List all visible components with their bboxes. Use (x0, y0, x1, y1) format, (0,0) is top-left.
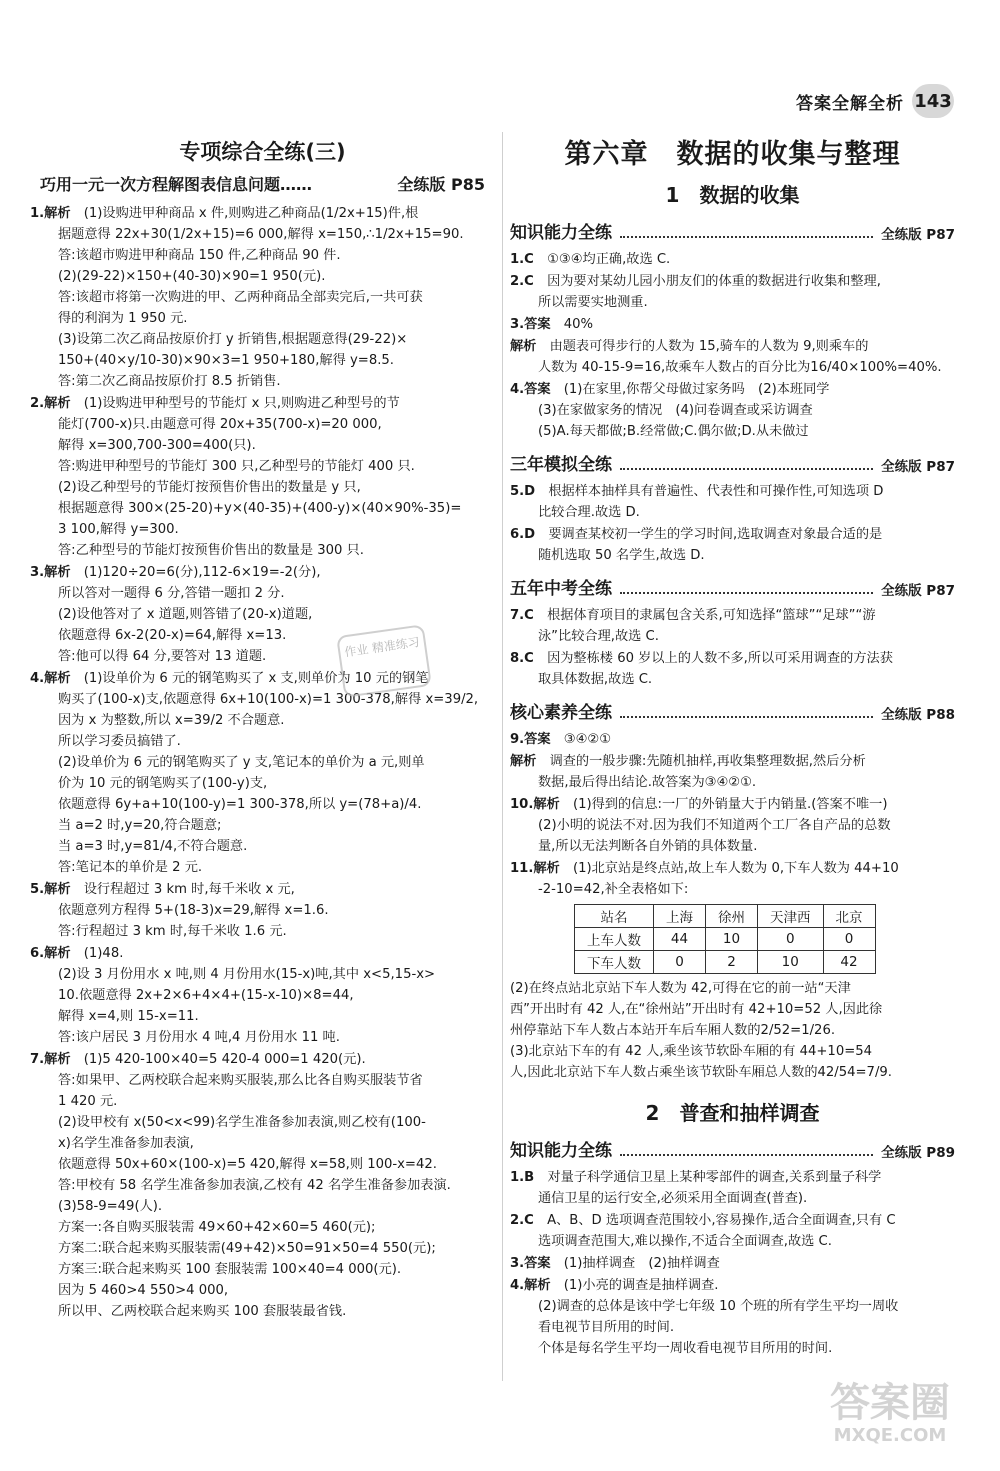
answer-line: 州停靠站下车人数占本站开车后车厢人数的2/52=1/26. (510, 1023, 836, 1038)
answer-text: 依题意列方程得 5+(18-3)x=29,解得 x=1.6. (58, 903, 329, 918)
answer-text: 依题意得 6x-2(20-x)=64,解得 x=13. (58, 628, 287, 643)
answer-text: 选项调查范围大,难以操作,不适合全面调查,故选 C. (538, 1234, 832, 1249)
answer-label: 4.解析 (510, 1278, 551, 1293)
answer-text: 要调查某校初一学生的学习时间,选取调查对象最合适的是 (548, 527, 883, 542)
answer-entry (510, 729, 955, 750)
answer-line (30, 731, 495, 752)
answer-text: 据题意得 22x+30(1/2x+15)=6 000,解得 x=150,∴1/2x+15=90. (58, 227, 464, 242)
answer-text: 解得 x=4,则 15-x=11. (58, 1009, 199, 1024)
answer-text: (1)设单价为 6 元的钢笔购买了 x 支,则单价为 10 元的钢笔 (83, 671, 429, 686)
answer-text: (1)北京站是终点站,故上车人数为 0,下车人数为 44+10 (572, 861, 899, 876)
answer-text: 设行程超过 3 km 时,每千米收 x 元, (83, 882, 295, 897)
answer-line (30, 1049, 495, 1070)
answer-text: 根据体育项目的隶属包含关系,可知选择“篮球”“足球”“游 (547, 608, 876, 623)
answer-label: 1.C (510, 252, 534, 267)
dotted-leader (620, 236, 873, 238)
answer-text: (1)120÷20=6(分),112-6×19=-2(分), (83, 565, 321, 580)
answer-text: 答:乙种型号的节能灯按预售价售出的数量是 300 只. (58, 543, 364, 558)
answer-entry (510, 751, 955, 793)
answer-line (510, 357, 955, 378)
answer-text: 答:购进甲种型号的节能灯 300 只,乙种型号的节能灯 400 只. (58, 459, 415, 474)
table-row (575, 951, 876, 974)
answer-line (30, 689, 495, 710)
answer-text: 3 100,解得 y=300. (58, 522, 179, 537)
block-heading-ref: 全练版 P87 (881, 227, 955, 243)
answer-text: (5)A.每天都做;B.经常做;C.偶尔做;D.从未做过 (538, 424, 809, 439)
answer-entry (510, 1275, 955, 1359)
answer-label: 3.解析 (30, 565, 71, 580)
watermark-logo-text: 答案圈 (830, 1380, 950, 1426)
dotted-leader (620, 1154, 873, 1156)
answer-line (510, 1167, 955, 1188)
answer-text: 调查的一般步骤:先随机抽样,再收集整理数据,然后分析 (549, 754, 866, 769)
answer-label: 1.B (510, 1170, 535, 1185)
answer-label: 5.D (510, 484, 536, 499)
watermark-url: MXQE.COM (833, 1425, 947, 1446)
answer-line (30, 1006, 495, 1027)
answer-line (510, 1210, 955, 1231)
answer-line (510, 1275, 955, 1296)
answer-line (510, 858, 955, 879)
answer-line (30, 540, 495, 561)
answer-line (30, 498, 495, 519)
answer-line (30, 1091, 495, 1112)
answer-line (30, 943, 495, 964)
table-header-cell: 天津西 (758, 905, 824, 928)
answer-line (510, 1296, 955, 1317)
answer-entry (510, 1210, 955, 1252)
answer-line (30, 329, 495, 350)
answer-entry (510, 1253, 955, 1274)
answer-text: 150+(40×y/10-30)×90×3=1 950+180,解得 y=8.5. (58, 353, 394, 368)
answer-line (510, 1231, 955, 1252)
table-cell: 0 (758, 928, 824, 951)
answer-line (30, 1112, 495, 1133)
answer-text: 对量子科学通信卫星上某种零部件的调查,关系到量子科学 (547, 1170, 882, 1185)
answer-line (30, 879, 495, 900)
answer-text: 因为 x 为整数,所以 x=39/2 不合题意. (58, 713, 285, 728)
answer-line (510, 626, 955, 647)
answer-label: 3.答案 (510, 317, 551, 332)
block-heading-knowledge-2 (510, 1136, 955, 1161)
answer-line (510, 379, 955, 400)
answer-text: 取具体数据,故选 C. (538, 672, 653, 687)
answer-line (510, 481, 955, 502)
answer-text: 因为 5 460>4 550>4 000, (58, 1283, 229, 1298)
answer-entry (510, 1167, 955, 1209)
answer-text: A、B、D 选项调查范围较小,容易操作,适合全面调查,只有 C (547, 1213, 896, 1228)
answer-line (30, 1175, 495, 1196)
answer-line (30, 1027, 495, 1048)
answer-text: (2)设甲校有 x(50<x<99)名学生准备参加表演,则乙校有(100- (58, 1115, 426, 1130)
table-cell: 0 (823, 928, 875, 951)
block-heading-name: 五年中考全练 (510, 579, 612, 599)
table-cell: 44 (654, 928, 706, 951)
answer-text: 能灯(700-x)只.由题意可得 20x+35(700-x)=20 000, (58, 417, 382, 432)
answer-text: 数据,最后得出结论.故答案为③④②①. (538, 775, 757, 790)
answer-label: 解析 (510, 339, 537, 354)
answer-text: (2)设乙种型号的节能灯按预售价售出的数量是 y 只, (58, 480, 361, 495)
answer-line (30, 836, 495, 857)
dotted-leader (620, 468, 873, 470)
answer-line (30, 1070, 495, 1091)
answer-line: 人,因此北京站下车人数占乘坐该节软卧车厢总人数的42/54=7/9. (510, 1065, 892, 1080)
answer-text: 答:行程超过 3 km 时,每千米收 1.6 元. (58, 924, 287, 939)
homework-stamp: 作业 精准练习 (336, 624, 432, 698)
answer-line (510, 605, 955, 626)
answer-line (30, 900, 495, 921)
chapter-title: 第六章 数据的收集与整理 (564, 139, 901, 170)
table-followup-text (510, 978, 955, 1083)
answer-entry (510, 794, 955, 857)
answer-label: 5.解析 (30, 882, 71, 897)
answer-text: 因为要对某幼儿园小朋友们的体重的数据进行收集和整理, (547, 274, 881, 289)
answer-text: ①③④均正确,故选 C. (547, 252, 671, 267)
answer-text: 答:该户居民 3 月份用水 4 吨,4 月份用水 11 吨. (58, 1030, 340, 1045)
answer-line (510, 1253, 955, 1274)
answer-line (510, 545, 955, 566)
answer-block-knowledge-2 (510, 1167, 955, 1359)
answer-line (510, 879, 955, 900)
answer-line (30, 456, 495, 477)
answer-text: 1 420 元. (58, 1094, 118, 1109)
answer-text: (1)得到的信息:一厂的外销量大于内销量.(答案不唯一) (572, 797, 888, 812)
answer-line (30, 1154, 495, 1175)
answer-label: 11.解析 (510, 861, 560, 876)
answer-label: 3.答案 (510, 1256, 551, 1271)
answer-line (30, 1217, 495, 1238)
answer-text: 40% (563, 317, 594, 332)
answer-label: 2.C (510, 1213, 534, 1228)
station-table (574, 904, 876, 974)
table-header-row (575, 905, 876, 928)
answer-entry (510, 524, 955, 566)
answer-label: 10.解析 (510, 797, 560, 812)
answer-line (510, 729, 955, 750)
answer-block-core (510, 729, 955, 900)
answer-line: (2)在终点站北京站下车人数为 42,可得在它的前一站“天津 (510, 981, 851, 996)
lesson-title-2: 2 普查和抽样调查 (645, 1101, 820, 1125)
answer-text: (2)小明的说法不对.因为我们不知道两个工厂各自产品的总数 (538, 818, 891, 833)
answer-line (30, 1280, 495, 1301)
block-heading-name: 三年模拟全练 (510, 455, 612, 475)
answer-text: 看电视节目所用的时间. (538, 1320, 675, 1335)
answer-label: 1.解析 (30, 206, 71, 221)
table-cell: 上车人数 (575, 928, 654, 951)
answer-text: 根据样本抽样具有普遍性、代表性和可操作性,可知选项 D (548, 484, 884, 499)
answer-line (510, 336, 955, 357)
answer-entry (30, 879, 495, 942)
section-subtitle (30, 172, 495, 195)
answer-block-five-year (510, 605, 955, 690)
answer-text: 所以学习委员搞错了. (58, 734, 181, 749)
block-heading-five-year (510, 574, 955, 599)
answer-line (30, 477, 495, 498)
answer-line (510, 751, 955, 772)
right-column (510, 128, 955, 1431)
answer-entry (510, 858, 955, 900)
answer-line (30, 245, 495, 266)
dotted-leader (620, 716, 873, 718)
answer-line (30, 857, 495, 878)
answer-entry (30, 393, 495, 561)
answer-line (30, 752, 495, 773)
answer-text: (3)58-9=49(人). (58, 1199, 163, 1214)
answer-line (30, 224, 495, 245)
answer-line (30, 287, 495, 308)
answer-line (510, 271, 955, 292)
answer-line (510, 1188, 955, 1209)
answer-line (30, 414, 495, 435)
answer-line (30, 371, 495, 392)
answer-text: ③④②① (563, 732, 612, 747)
answer-line (510, 502, 955, 523)
answer-text: (1)小亮的调查是抽样调查. (563, 1278, 719, 1293)
answer-line (510, 314, 955, 335)
table-cell: 10 (706, 928, 758, 951)
answer-text: 随机选取 50 名学生,故选 D. (538, 548, 705, 563)
answer-text: 答:该超市将第一次购进的甲、乙两种商品全部卖完后,一共可获 (58, 290, 423, 305)
answer-line: 西”开出时有 42 人,在“徐州站”开出时有 42+10=52 人,因此徐 (510, 1002, 883, 1017)
answer-text: 答:该超市购进甲种商品 150 件,乙种商品 90 件. (58, 248, 341, 263)
answer-text: 通信卫星的运行安全,必须采用全面调查(普查). (538, 1191, 808, 1206)
answer-line (30, 203, 495, 224)
answer-line (30, 1133, 495, 1154)
answer-label: 7.C (510, 608, 534, 623)
answer-text: x)名学生准备参加表演, (58, 1136, 194, 1151)
answer-line (30, 964, 495, 985)
site-watermark (800, 1381, 980, 1451)
answer-text: 由题表可得步行的人数为 15,骑车的人数为 9,则乘车的 (549, 339, 869, 354)
answer-text: (3)设第二次乙商品按原价打 y 折销售,根据题意得(29-22)× (58, 332, 408, 347)
answer-line (510, 815, 955, 836)
answer-text: 答:甲校有 58 名学生准备参加表演,乙校有 42 名学生准备参加表演. (58, 1178, 451, 1193)
answer-text: 个体是每名学生平均一周收看电视节目所用的时间. (538, 1341, 833, 1356)
answer-line (510, 772, 955, 793)
table-cell: 10 (758, 951, 824, 974)
answer-text: 量,所以无法判断各自外销的具体数量. (538, 839, 758, 854)
answer-text: (1)抽样调查 (2)抽样调查 (563, 1256, 720, 1271)
answer-entry (510, 271, 955, 313)
block-heading-ref: 全练版 P88 (881, 707, 955, 723)
answer-line (510, 648, 955, 669)
block-heading-core (510, 698, 955, 723)
answer-text: (2)调查的总体是该中学七年级 10 个班的所有学生平均一周收 (538, 1299, 899, 1314)
table-cell: 下车人数 (575, 951, 654, 974)
answer-entry (510, 336, 955, 378)
answer-text: (1)设购进甲种型号的节能灯 x 只,则购进乙种型号的节 (83, 396, 400, 411)
answer-text: 价为 10 元的钢笔购买了(100-y)支, (58, 776, 268, 791)
answer-text: 比较合理.故选 D. (538, 505, 640, 520)
answer-line (30, 308, 495, 329)
answer-label: 6.解析 (30, 946, 71, 961)
answer-text: 购买了(100-x)支,依题意得 6x+10(100-x)=1 300-378,解得 x=39/2, (58, 692, 479, 707)
answer-line (510, 794, 955, 815)
answer-line (30, 815, 495, 836)
answer-text: (2)设单价为 6 元的钢笔购买了 y 支,笔记本的单价为 a 元,则单 (58, 755, 425, 770)
table-cell: 0 (654, 951, 706, 974)
answer-text: 方案三:联合起来购买 100 套服装需 100×40=4 000(元). (58, 1262, 402, 1277)
answer-block-knowledge (510, 249, 955, 442)
answer-text: (1)48. (83, 946, 124, 961)
block-heading-ref: 全练版 P89 (881, 1145, 955, 1161)
block-heading-ref: 全练版 P87 (881, 583, 955, 599)
answer-text: 答:他可以得 64 分,要答对 13 道题. (58, 649, 267, 664)
answer-line (30, 519, 495, 540)
answer-line (30, 1259, 495, 1280)
lesson-title-1: 1 数据的收集 (665, 183, 800, 207)
answer-label: 解析 (510, 754, 537, 769)
answer-text: -2-10=42,补全表格如下: (538, 882, 689, 897)
answer-text: 答:如果甲、乙两校联合起来购买服装,那么比各自购买服装节省 (58, 1073, 423, 1088)
answer-label: 8.C (510, 651, 534, 666)
answer-line (30, 1238, 495, 1259)
column-divider (502, 132, 503, 1381)
answer-entry (510, 648, 955, 690)
answer-line (510, 1317, 955, 1338)
table-row (575, 928, 876, 951)
answer-text: (2)(29-22)×150+(40-30)×90=1 950(元). (58, 269, 326, 284)
answer-text: 依题意得 6y+a+10(100-y)=1 300-378,所以 y=(78+a)/4. (58, 797, 422, 812)
answer-line (30, 1196, 495, 1217)
answer-entry (510, 605, 955, 647)
table-cell: 2 (706, 951, 758, 974)
answer-line (30, 1301, 495, 1322)
answer-entry (30, 943, 495, 1048)
answer-text: 所以甲、乙两校联合起来购买 100 套服装最省钱. (58, 1304, 347, 1319)
answer-text: 方案二:联合起来购买服装需(49+42)×50=91×50=4 550(元); (58, 1241, 436, 1256)
answer-label: 2.解析 (30, 396, 71, 411)
answer-text: 答:笔记本的单价是 2 元. (58, 860, 203, 875)
answer-block-three-year (510, 481, 955, 566)
answer-line (510, 524, 955, 545)
answer-label: 4.答案 (510, 382, 551, 397)
answer-entry (30, 203, 495, 392)
answer-line (30, 393, 495, 414)
block-heading-three-year (510, 450, 955, 475)
answer-line (30, 435, 495, 456)
answer-line (510, 292, 955, 313)
table-header-cell: 站名 (575, 905, 654, 928)
answer-label: 9.答案 (510, 732, 551, 747)
answer-text: (2)设他答对了 x 道题,则答错了(20-x)道题, (58, 607, 313, 622)
block-heading-name: 知识能力全练 (510, 1141, 612, 1161)
answer-entry (510, 481, 955, 523)
answer-text: (1)5 420-100×40=5 420-4 000=1 420(元). (83, 1052, 366, 1067)
table-header-cell: 上海 (654, 905, 706, 928)
answer-line (30, 583, 495, 604)
block-heading-name: 知识能力全练 (510, 223, 612, 243)
answer-line (510, 421, 955, 442)
section-title: 专项综合全练(三) (179, 140, 346, 164)
header-title: 答案全解全析 (796, 93, 904, 114)
answer-text: 答:第二次乙商品按原价打 8.5 折销售. (58, 374, 281, 389)
answer-line (510, 400, 955, 421)
answer-text: 泳”比较合理,故选 C. (538, 629, 659, 644)
answer-text: 10.依题意得 2x+2×6+4×4+(15-x-10)×8=44, (58, 988, 354, 1003)
answer-line (30, 562, 495, 583)
page-number: 143 (912, 84, 954, 118)
answer-entry (510, 314, 955, 335)
answer-text: (1)在家里,你帮父母做过家务吗 (2)本班同学 (563, 382, 830, 397)
table-cell: 42 (823, 951, 875, 974)
dotted-leader (620, 592, 873, 594)
answer-text: (3)在家做家务的情况 (4)问卷调查或采访调查 (538, 403, 813, 418)
answer-text: (2)设 3 月份用水 x 吨,则 4 月份用水(15-x)吨,其中 x<5,15-x> (58, 967, 436, 982)
section-subtitle-text: 巧用一元一次方程解图表信息问题…… (40, 175, 313, 194)
answer-text: 因为整栋楼 60 岁以上的人数不多,所以可采用调查的方法获 (547, 651, 893, 666)
answer-label: 6.D (510, 527, 536, 542)
block-heading-name: 核心素养全练 (510, 703, 612, 723)
answer-entry (30, 668, 495, 878)
answer-text: 所以答对一题得 6 分,答错一题扣 2 分. (58, 586, 285, 601)
answer-text: 根据题意得 300×(25-20)+y×(40-35)+(400-y)×(40×90%-35)= (58, 501, 462, 516)
answer-label: 2.C (510, 274, 534, 289)
answer-text: 所以需要实地测重. (538, 295, 648, 310)
answer-line (510, 836, 955, 857)
answer-text: 依题意得 50x+60×(100-x)=5 420,解得 x=58,则 100-x=42. (58, 1157, 437, 1172)
answer-line (510, 669, 955, 690)
page-header (796, 82, 954, 120)
answer-label: 4.解析 (30, 671, 71, 686)
answer-text: 解得 x=300,700-300=400(只). (58, 438, 256, 453)
answer-line (30, 794, 495, 815)
answer-entry (30, 1049, 495, 1322)
answer-entry (510, 379, 955, 442)
left-answer-list (30, 203, 495, 1322)
answer-text: 方案一:各自购买服装需 49×60+42×60=5 460(元); (58, 1220, 376, 1235)
block-heading-ref: 全练版 P87 (881, 459, 955, 475)
answer-entry (510, 249, 955, 270)
table-header-cell: 北京 (823, 905, 875, 928)
answer-line (30, 985, 495, 1006)
answer-text: 当 a=2 时,y=20,符合题意; (58, 818, 222, 833)
answer-line (30, 773, 495, 794)
answer-line (30, 921, 495, 942)
left-column (30, 128, 495, 1431)
answer-text: 当 a=3 时,y=81/4,不符合题意. (58, 839, 248, 854)
answer-line (30, 604, 495, 625)
block-heading-knowledge (510, 218, 955, 243)
answer-label: 7.解析 (30, 1052, 71, 1067)
answer-text: 人数为 40-15-9=16,故乘车人数占的百分比为16/40×100%=40%. (538, 360, 942, 375)
answer-line (510, 1338, 955, 1359)
answer-line (510, 249, 955, 270)
answer-line (30, 266, 495, 287)
answer-text: 得的利润为 1 950 元. (58, 311, 188, 326)
answer-line (30, 350, 495, 371)
section-subtitle-ref: 全练版 P85 (397, 175, 485, 194)
answer-line: (3)北京站下车的有 42 人,乘坐该节软卧车厢的有 44+10=54 (510, 1044, 873, 1059)
table-header-cell: 徐州 (706, 905, 758, 928)
answer-line (30, 710, 495, 731)
answer-text: (1)设购进甲种商品 x 件,则购进乙种商品(1/2x+15)件,根 (83, 206, 419, 221)
